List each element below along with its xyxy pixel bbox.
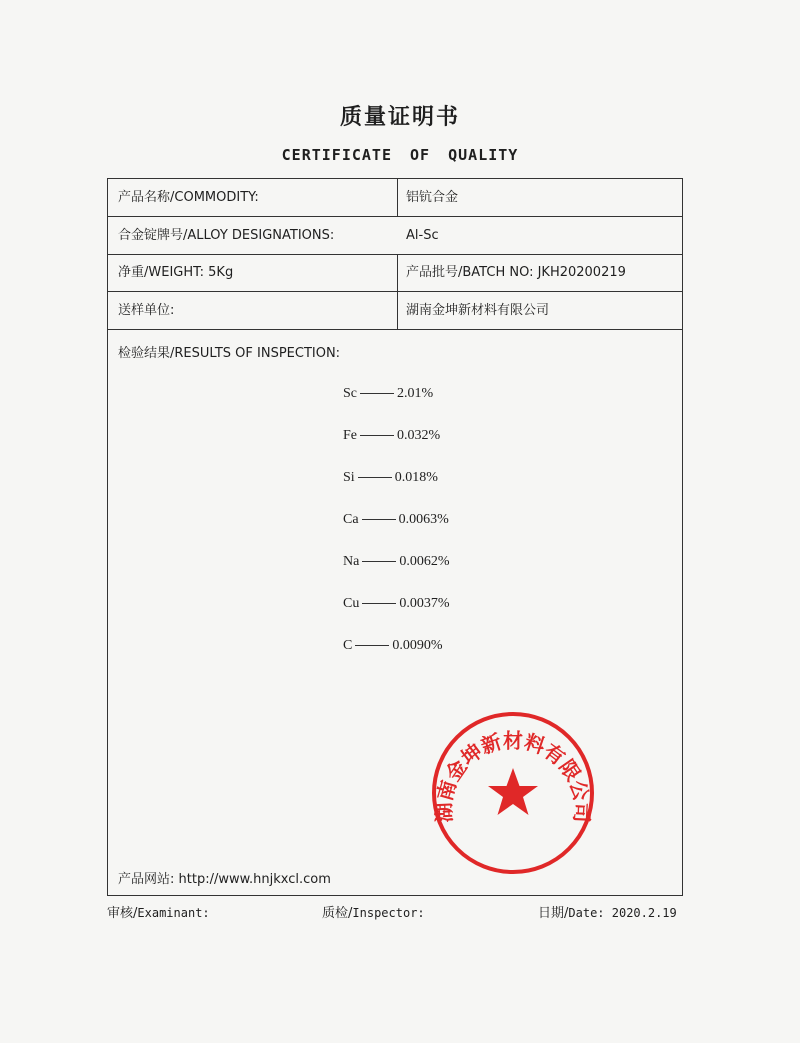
result-element: Fe	[343, 428, 357, 443]
result-element: Sc	[343, 386, 357, 401]
alloy-label: 合金锭牌号/ALLOY DESIGNATIONS:	[118, 228, 335, 243]
col-divider	[397, 179, 398, 216]
row-divider	[108, 254, 682, 255]
seal-star-icon	[488, 768, 538, 815]
result-dash	[358, 477, 392, 478]
result-value: 0.0037%	[399, 596, 450, 611]
commodity-value: 铝钪合金	[406, 190, 459, 205]
examinant-field: 审核/Examinant:	[107, 906, 210, 921]
batch-label: 产品批号/BATCH NO: JKH20200219	[406, 265, 626, 280]
date-field: 日期/Date: 2020.2.19	[538, 906, 677, 921]
result-element: Si	[343, 470, 355, 485]
result-dash	[360, 393, 394, 394]
result-value: 0.032%	[397, 428, 441, 443]
weight-label: 净重/WEIGHT: 5Kg	[118, 265, 234, 280]
commodity-label: 产品名称/COMMODITY:	[118, 190, 259, 205]
result-value: 0.0090%	[392, 638, 443, 653]
result-row	[343, 554, 450, 570]
alloy-value: Al-Sc	[406, 228, 439, 243]
result-element: Ca	[343, 512, 359, 527]
result-row	[343, 512, 449, 528]
result-value: 0.018%	[394, 470, 438, 485]
result-value: 2.01%	[397, 386, 434, 401]
results-label: 检验结果/RESULTS OF INSPECTION:	[118, 346, 341, 361]
title-cn: 质量证明书	[339, 105, 460, 130]
result-dash	[355, 645, 389, 646]
sender-label: 送样单位:	[118, 303, 175, 318]
result-row	[343, 638, 443, 654]
result-dash	[362, 561, 396, 562]
result-row	[343, 386, 433, 402]
seal-text: 湖南金坤新材料有限公司	[431, 728, 595, 824]
result-element: Cu	[343, 596, 360, 611]
result-dash	[360, 435, 394, 436]
result-element: Na	[343, 554, 360, 569]
result-row	[343, 428, 440, 444]
result-dash	[362, 519, 396, 520]
col-divider	[397, 254, 398, 329]
certificate-table	[107, 178, 683, 896]
result-element: C	[343, 638, 353, 653]
row-divider	[108, 329, 682, 330]
result-row	[343, 470, 438, 486]
result-row	[343, 596, 450, 612]
result-value: 0.0062%	[399, 554, 450, 569]
sender-value: 湖南金坤新材料有限公司	[406, 303, 550, 318]
row-divider	[108, 216, 682, 217]
row-divider	[108, 291, 682, 292]
company-seal	[430, 710, 596, 876]
result-value: 0.0063%	[398, 512, 449, 527]
website: 产品网站: http://www.hnjkxcl.com	[118, 872, 331, 887]
inspector-field: 质检/Inspector:	[322, 906, 425, 921]
title-en: CERTIFICATE OF QUALITY	[281, 146, 519, 164]
result-dash	[362, 603, 396, 604]
